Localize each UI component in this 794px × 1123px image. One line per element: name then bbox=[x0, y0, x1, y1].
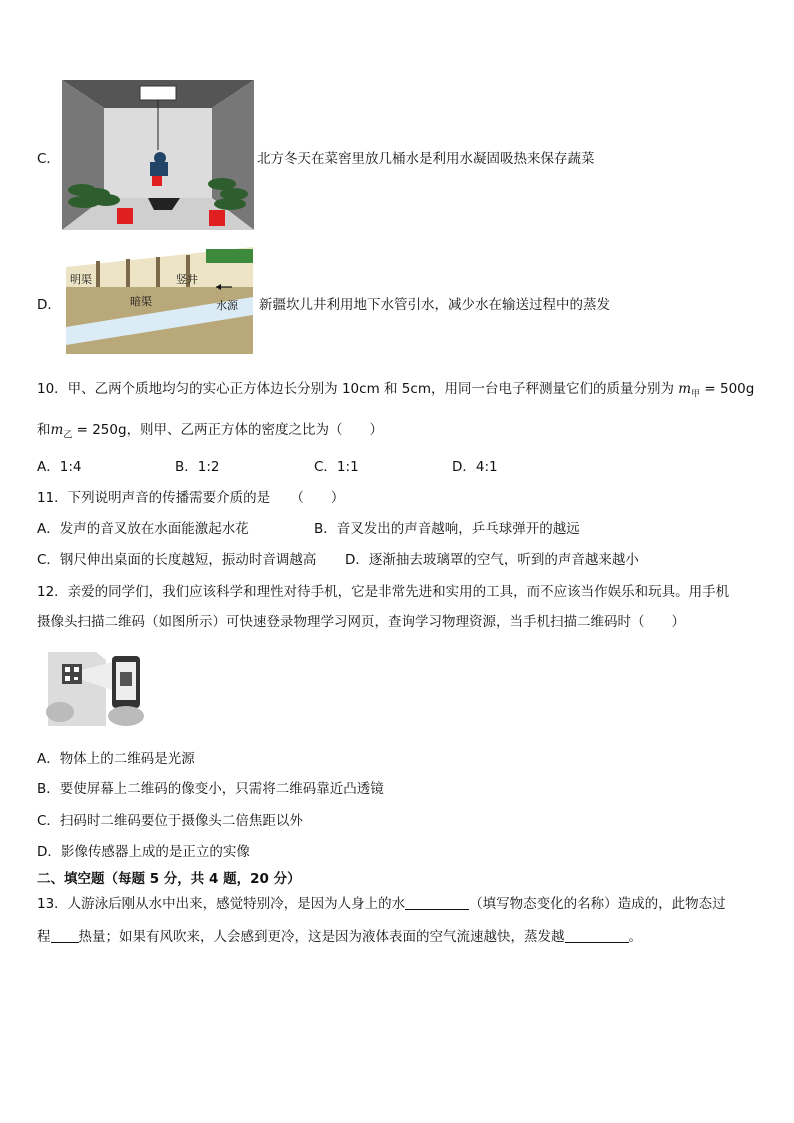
cellar-illustration bbox=[62, 80, 254, 230]
q10-line2 bbox=[37, 421, 383, 445]
q11-stem: 11．下列说明声音的传播需要介质的是 （ ） bbox=[37, 490, 345, 506]
q13-blank-2[interactable] bbox=[51, 928, 79, 943]
q10-stem-part2: 和 bbox=[37, 422, 51, 438]
q12-stem-line2: 摄像头扫描二维码（如图所示）可快速登录物理学习网页，查询学习物理资源，当手机扫描二维码时（ ） bbox=[37, 614, 685, 630]
q10-option-b: B．1:2 bbox=[175, 459, 220, 475]
qr-scan-illustration bbox=[40, 646, 148, 726]
q12-option-c: C．扫码时二维码要位于摄像头二倍焦距以外 bbox=[37, 813, 303, 829]
q13-text-d: 热量；如果有风吹来，人会感到更冷，这是因为液体表面的空气流速越快，蒸发越 bbox=[78, 929, 565, 945]
q10-m2-val: = 250g bbox=[72, 422, 127, 438]
q12-option-d: D．影像传感器上成的是正立的实像 bbox=[37, 844, 250, 860]
label-mingqu: 明渠 bbox=[70, 273, 92, 286]
q10-m2-sub: 乙 bbox=[63, 430, 73, 441]
q10-stem-part3: ，则甲、乙两正方体的密度之比为（ ） bbox=[126, 422, 384, 438]
option-d-label: D． bbox=[37, 297, 61, 313]
q12-option-b: B．要使屏幕上二维码的像变小，只需将二维码靠近凸透镜 bbox=[37, 781, 384, 797]
q12-stem-line1: 12．亲爱的同学们，我们应该科学和理性对待手机，它是非常先进和实用的工具，而不应该当作娱乐和玩具。用手机 bbox=[37, 584, 730, 600]
section-fill-in-heading: 二、填空题（每题 5 分，共 4 题，20 分） bbox=[37, 871, 301, 887]
q10-m1-val: = 500g bbox=[700, 381, 755, 397]
q13-blank-1[interactable] bbox=[405, 895, 469, 910]
option-d-text: 新疆坎儿井利用地下水管引水，减少水在输送过程中的蒸发 bbox=[259, 297, 610, 313]
label-anqu: 暗渠 bbox=[130, 295, 152, 308]
q10-option-a: A．1:4 bbox=[37, 459, 82, 475]
q13-blank-3[interactable] bbox=[565, 928, 629, 943]
q13-line1 bbox=[37, 895, 726, 913]
q11-option-b: B．音叉发出的声音越响，乒乓球弹开的越远 bbox=[314, 521, 580, 537]
q12-option-a: A．物体上的二维码是光源 bbox=[37, 751, 195, 767]
q10-m1-var: m bbox=[678, 381, 692, 397]
label-shuiyuan: 水源 bbox=[216, 299, 238, 312]
q10-stem-part1: 10．甲、乙两个质地均匀的实心正方体边长分别为 10cm 和 5cm，用同一台电子秤测量它们的质量分别为 bbox=[37, 381, 674, 397]
option-c-label: C． bbox=[37, 151, 60, 167]
q13-line2 bbox=[37, 928, 642, 946]
q11-option-c: C．钢尺伸出桌面的长度越短，振动时音调越高 bbox=[37, 552, 317, 568]
q13-text-b: （填写物态变化的名称）造成的，此物态过 bbox=[469, 896, 726, 912]
q10-option-d: D．4:1 bbox=[452, 459, 498, 475]
q10-m1-sub: 甲 bbox=[691, 389, 701, 400]
q11-option-a: A．发声的音叉放在水面能激起水花 bbox=[37, 521, 249, 537]
q13-text-c: 程 bbox=[37, 929, 51, 945]
q10-m2-var: m bbox=[50, 422, 64, 438]
karez-diagram bbox=[66, 247, 253, 354]
q10-line1 bbox=[37, 380, 754, 404]
label-shujing: 竖井 bbox=[176, 273, 198, 286]
q10-option-c: C．1:1 bbox=[314, 459, 359, 475]
q13-text-a: 13．人游泳后刚从水中出来，感觉特别冷，是因为人身上的水 bbox=[37, 896, 406, 912]
q11-option-d: D．逐渐抽去玻璃罩的空气，听到的声音越来越小 bbox=[345, 552, 639, 568]
option-c-text: 北方冬天在菜窖里放几桶水是利用水凝固吸热来保存蔬菜 bbox=[257, 151, 595, 167]
q13-text-e: 。 bbox=[628, 929, 642, 945]
